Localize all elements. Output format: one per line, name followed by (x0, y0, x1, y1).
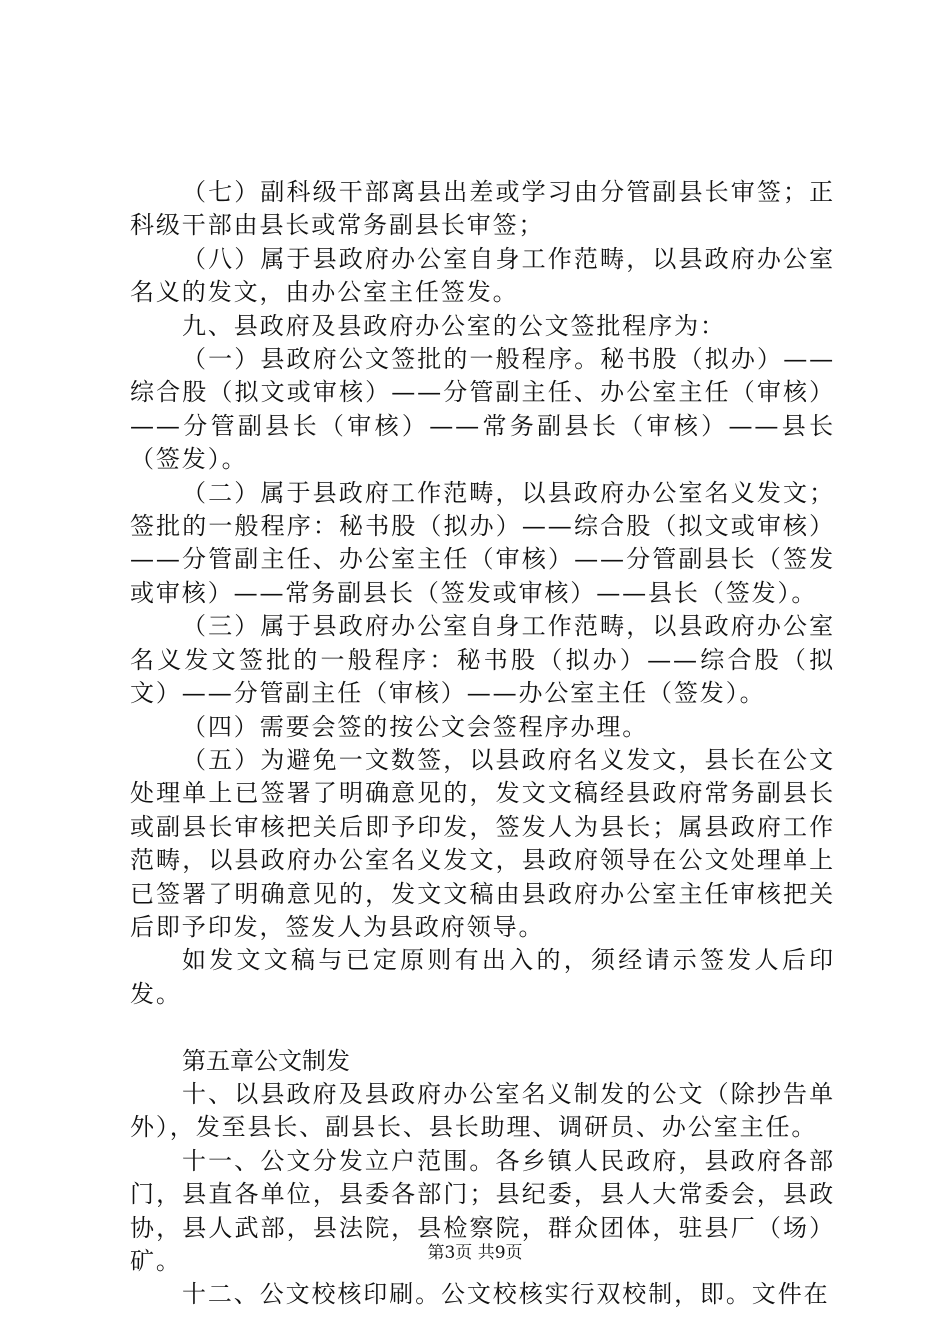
paragraph-9-3: （三）属于县政府办公室自身工作范畴，以县政府办公室名义发文签批的一般程序：秘书股（拟办）——综合股（拟文）——分管副主任（审核）——办公室主任（签发）。 (130, 612, 835, 708)
paragraph-7: （七）副科级干部离县出差或学习由分管副县长审签；正科级干部由县长或常务副县长审签； (130, 178, 835, 240)
paragraph-8: （八）属于县政府办公室自身工作范畴，以县政府办公室名义的发文，由办公室主任签发。 (130, 244, 835, 307)
paragraph-note: 如发文文稿与已定原则有出入的，须经请示签发人后印发。 (130, 946, 835, 1008)
paragraph-9-5: （五）为避免一文数签，以县政府名义发文，县长在公文处理单上已签署了明确意见的，发文文稿经县政府常务副县长或副县长审核把关后即予印发，签发人为县长；属县政府工作范畴，以县政府办公室名义发文，县政府领导在公文处理单上已签署了明确意见的，发文文稿由县政府办公室主任审核把关后即予印发，签发人为县政府领导。 (130, 745, 835, 941)
paragraph-11: 十一、公文分发立户范围。各乡镇人民政府，县政府各部门，县直各单位，县委各部门；县纪委，县人大常委会，县政协，县人武部，县法院，县检察院，群众团体，驻县厂（场）矿。 (130, 1146, 835, 1275)
paragraph-10: 十、以县政府及县政府办公室名义制发的公文（除抄告单外），发至县长、副县长、县长助理、调研员、办公室主任。 (130, 1079, 835, 1142)
page-number-footer: 第3页 共9页 (427, 1243, 523, 1263)
chapter-heading: 第五章公文制发 (182, 1046, 350, 1075)
document-body (130, 176, 835, 1312)
paragraph-9-1: （一）县政府公文签批的一般程序。秘书股（拟办）——综合股（拟文或审核）——分管副主任、办公室主任（审核）——分管副县长（审核）——常务副县长（审核）——县长（签发）。 (130, 345, 835, 474)
paragraph-12: 十二、公文校核印刷。公文校核实行双校制，即。文件在 (182, 1280, 830, 1309)
paragraph-9: 九、县政府及县政府办公室的公文签批程序为： (182, 311, 726, 340)
blank-line (130, 1011, 835, 1044)
paragraph-9-4: （四）需要会签的按公文会签程序办理。 (182, 712, 649, 741)
paragraph-9-2: （二）属于县政府工作范畴，以县政府办公室名义发文；签批的一般程序：秘书股（拟办）——综合股（拟文或审核）——分管副主任、办公室主任（审核）——分管副县长（签发或审核）——常务副县长（签发或审核）——县长（签发）。 (130, 478, 835, 607)
